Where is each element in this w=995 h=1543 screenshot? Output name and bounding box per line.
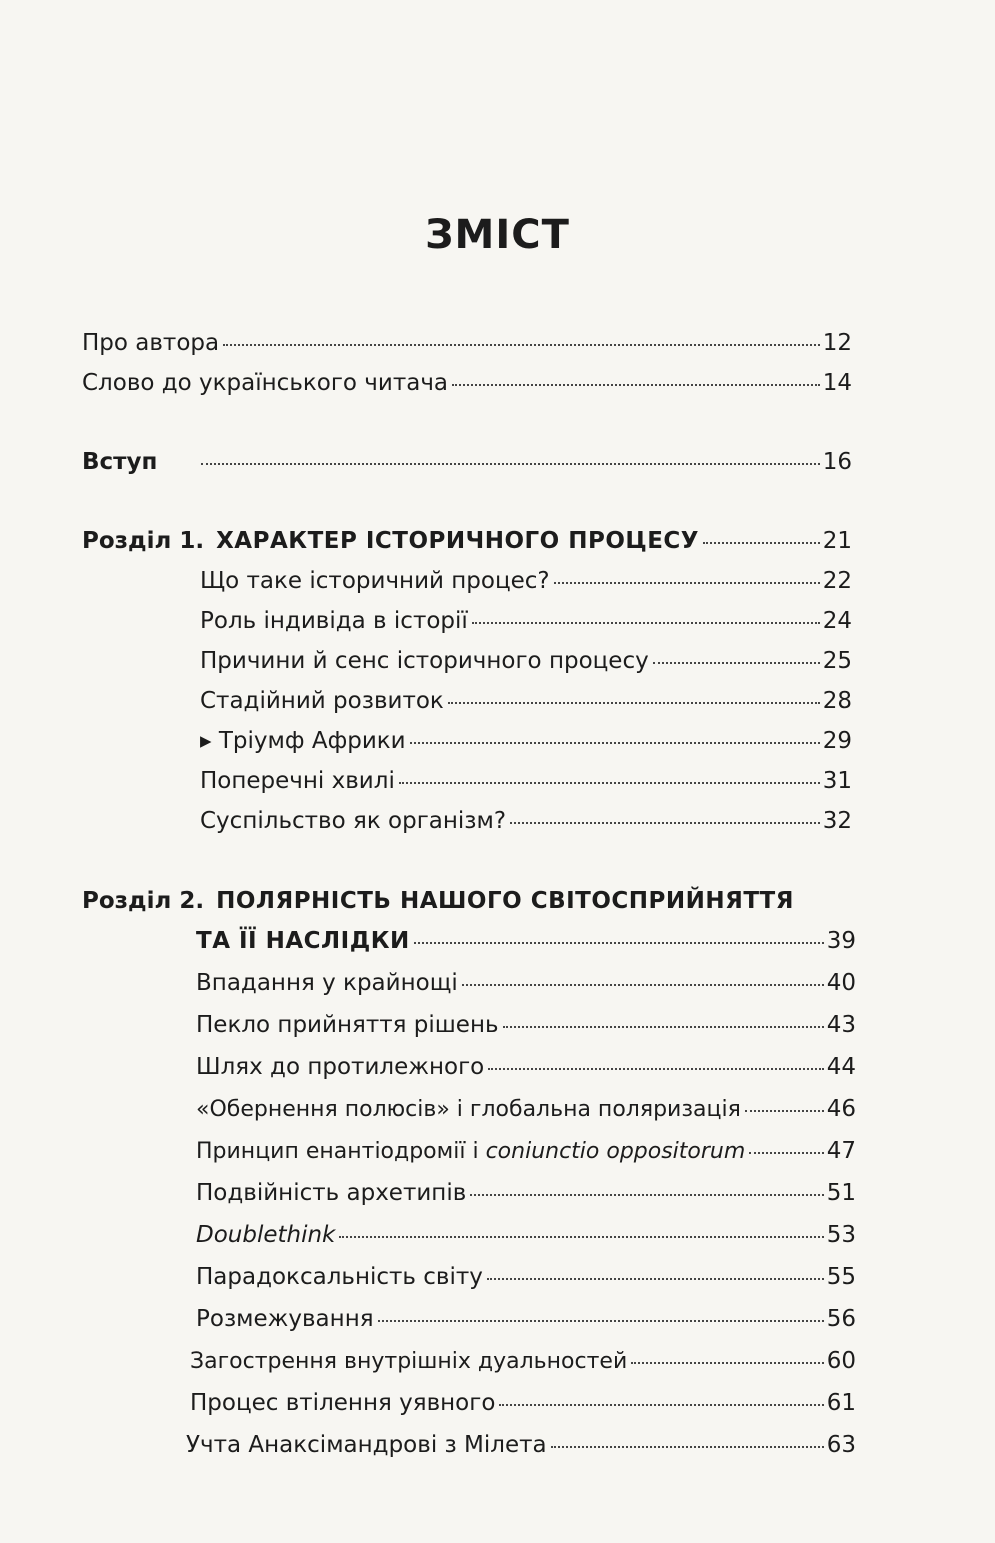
- entry-label-italic: coniunctio oppositorum: [485, 1139, 746, 1164]
- toc-section[interactable]: [200, 686, 852, 716]
- leader-dots: [470, 1194, 823, 1196]
- entry-page: 43: [826, 1012, 856, 1038]
- leader-dots: [462, 984, 824, 986]
- leader-dots: [551, 1446, 824, 1448]
- toc-section[interactable]: [190, 1388, 856, 1418]
- toc-section[interactable]: [196, 1178, 856, 1208]
- entry-label: Стадійний розвиток: [200, 688, 444, 714]
- leader-dots: [410, 742, 820, 744]
- leader-dots: [339, 1236, 823, 1238]
- leader-dots: [503, 1026, 824, 1028]
- entry-label: Роль індивіда в історії: [200, 608, 468, 634]
- entry-page: 44: [826, 1054, 856, 1080]
- leader-dots: [223, 344, 820, 346]
- page-title: ЗМІСТ: [425, 212, 570, 258]
- entry-page: 29: [822, 728, 852, 754]
- leader-dots: [703, 542, 820, 544]
- entry-page: 28: [822, 688, 852, 714]
- chapter-number: Розділ 2.: [82, 888, 205, 914]
- entry-page: 12: [822, 330, 852, 356]
- entry-page: 16: [822, 449, 852, 475]
- entry-label: Вступ: [82, 449, 158, 475]
- toc-section[interactable]: [196, 1136, 856, 1167]
- toc-section[interactable]: [196, 1010, 856, 1040]
- leader-dots: [448, 702, 820, 704]
- entry-page: 40: [826, 970, 856, 996]
- leader-dots: [653, 662, 820, 664]
- toc-section[interactable]: [196, 1094, 856, 1125]
- entry-label: «Обернення полюсів» і глобальна поляризація: [196, 1097, 741, 1122]
- entry-page: 61: [826, 1390, 856, 1416]
- toc-entry-intro[interactable]: [82, 447, 852, 477]
- chapter-title-line1: ПОЛЯРНІСТЬ НАШОГО СВІТОСПРИЙНЯТТЯ: [216, 888, 794, 914]
- entry-label: ▸ Тріумф Африки: [200, 728, 406, 754]
- entry-label: Пекло прийняття рішень: [196, 1012, 499, 1038]
- toc-chapter-2[interactable]: [196, 926, 856, 956]
- leader-dots: [472, 622, 820, 624]
- entry-label: Розмежування: [196, 1306, 374, 1332]
- leader-dots: [488, 1068, 823, 1070]
- toc-section[interactable]: [186, 1430, 856, 1460]
- entry-label: Про автора: [82, 330, 220, 356]
- toc-section[interactable]: [200, 766, 852, 796]
- entry-page: 56: [826, 1306, 856, 1332]
- toc-section[interactable]: [200, 566, 852, 596]
- entry-page: 53: [826, 1222, 856, 1248]
- entry-page: 31: [822, 768, 852, 794]
- chapter-title-line2: ТА ЇЇ НАСЛІДКИ: [196, 928, 410, 954]
- entry-label: Подвійність архетипів: [196, 1180, 467, 1206]
- toc-entry-word-to-reader[interactable]: [82, 368, 852, 398]
- toc-section[interactable]: [196, 1220, 856, 1250]
- toc-chapter-1[interactable]: [82, 526, 852, 556]
- entry-page: 60: [826, 1348, 856, 1374]
- toc-section[interactable]: [200, 606, 852, 636]
- leader-dots: [749, 1152, 823, 1154]
- leader-dots: [499, 1404, 823, 1406]
- leader-dots: [452, 384, 820, 386]
- entry-page: 22: [822, 568, 852, 594]
- leader-dots: [414, 942, 824, 944]
- leader-dots: [631, 1362, 823, 1364]
- entry-page: 25: [822, 648, 852, 674]
- entry-label: Поперечні хвилі: [200, 768, 395, 794]
- entry-page: 14: [822, 370, 852, 396]
- leader-dots: [745, 1110, 824, 1112]
- chapter-title: ХАРАКТЕР ІСТОРИЧНОГО ПРОЦЕСУ: [216, 528, 700, 554]
- entry-label-italic: Doublethink: [196, 1222, 336, 1248]
- chapter-number: Розділ 1.: [82, 528, 205, 554]
- entry-label: Причини й сенс історичного процесу: [200, 648, 649, 674]
- toc-section[interactable]: [196, 1052, 856, 1082]
- toc-chapter-2-heading: [82, 886, 794, 916]
- entry-label: Слово до українського читача: [82, 370, 449, 396]
- entry-page: 63: [826, 1432, 856, 1458]
- leader-dots: [554, 582, 820, 584]
- toc-section[interactable]: [200, 806, 852, 836]
- leader-dots: [378, 1320, 824, 1322]
- leader-dots: [487, 1278, 824, 1280]
- toc-section[interactable]: [190, 1346, 856, 1377]
- entry-label: Процес втілення уявного: [190, 1390, 496, 1416]
- entry-page: 21: [822, 528, 852, 554]
- toc-section[interactable]: [196, 968, 856, 998]
- entry-page: 47: [826, 1138, 856, 1164]
- entry-label: Що таке історичний процес?: [200, 568, 550, 594]
- entry-page: 46: [826, 1096, 856, 1122]
- entry-label: Парадоксальність світу: [196, 1264, 483, 1290]
- leader-dots: [510, 822, 820, 824]
- entry-page: 32: [822, 808, 852, 834]
- toc-section[interactable]: [200, 726, 852, 756]
- entry-label: Принцип енантіодромії і: [196, 1139, 486, 1164]
- entry-page: 55: [826, 1264, 856, 1290]
- toc-entry-about-author[interactable]: [82, 328, 852, 358]
- leader-dots: [201, 463, 819, 465]
- toc-section[interactable]: [196, 1304, 856, 1334]
- entry-label: Шлях до протилежного: [196, 1054, 485, 1080]
- entry-label: Суспільство як організм?: [200, 808, 507, 834]
- entry-label: Загострення внутрішніх дуальностей: [190, 1349, 628, 1374]
- entry-label: Впадання у крайнощі: [196, 970, 458, 996]
- entry-page: 24: [822, 608, 852, 634]
- entry-page: 51: [826, 1180, 856, 1206]
- leader-dots: [399, 782, 820, 784]
- entry-page: 39: [826, 928, 856, 954]
- toc-section[interactable]: [200, 646, 852, 676]
- toc-section[interactable]: [196, 1262, 856, 1292]
- entry-label: Учта Анаксімандрові з Мілета: [186, 1432, 547, 1458]
